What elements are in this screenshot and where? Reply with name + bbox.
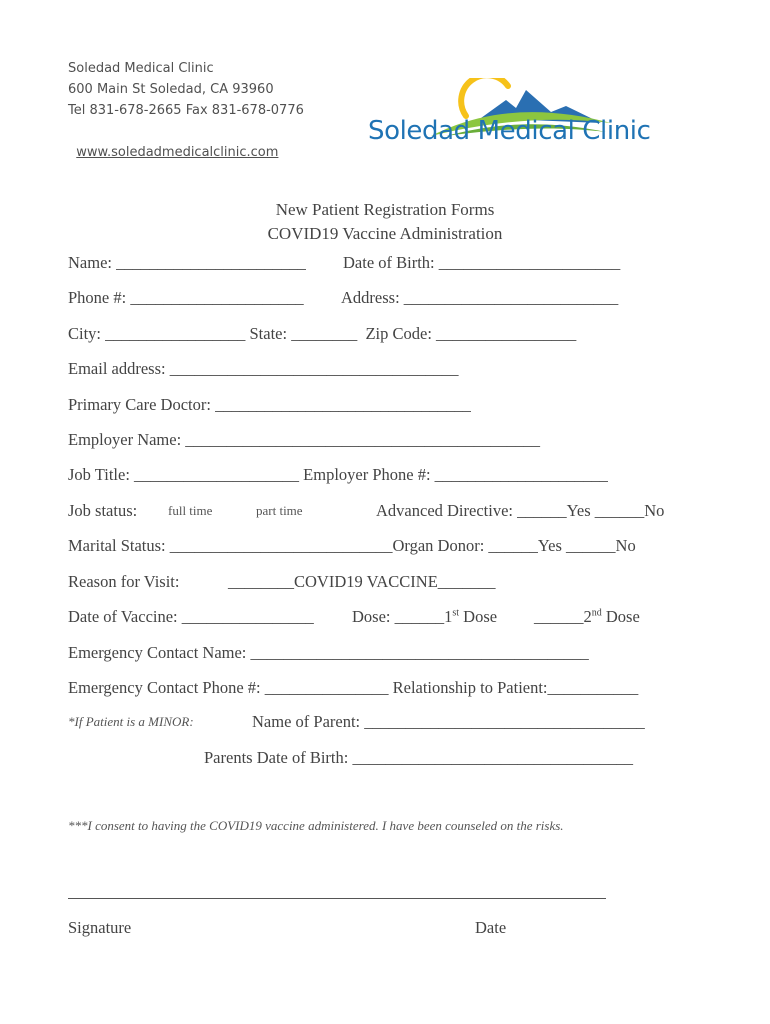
minor-note: *If Patient is a MINOR: [68,714,194,729]
dose-2-suffix: Dose [601,607,640,626]
city-state-zip-field[interactable]: City: _________________ State: ________ Zip Code: _________________ [68,324,577,343]
signature-label: Signature [68,918,132,937]
dose-1-text: Dose: ______1 [352,607,453,626]
job-status-label: Job status: [68,501,138,520]
clinic-website-wrap [68,121,278,163]
form-subtitle: COVID19 Vaccine Administration [267,224,503,243]
clinic-address: 600 Main St Soledad, CA 93960 [68,82,274,97]
parent-name-field[interactable]: Name of Parent: __________________________________ [252,712,645,731]
consent-statement: ***I consent to having the COVID19 vaccine administered. I have been counseled on the risks. [68,818,564,833]
dose-1-field[interactable] [352,607,497,627]
date-label: Date [475,918,507,937]
clinic-phone-fax: Tel 831-678-2665 Fax 831-678-0776 [68,103,304,118]
dose-1-sup: st [452,607,460,619]
parent-dob-field[interactable]: Parents Date of Birth: __________________________________ [204,748,633,767]
dose-2-sup: nd [591,607,602,619]
pcp-field[interactable]: Primary Care Doctor: _______________________________ [68,395,471,414]
emergency-phone-field[interactable]: Emergency Contact Phone #: _______________ Relationship to Patient:___________ [68,678,639,697]
name-field[interactable]: Name: _______________________ [68,253,306,272]
signature-line[interactable] [68,898,606,899]
reason-label: Reason for Visit: [68,572,180,591]
clinic-name: Soledad Medical Clinic [68,61,214,76]
dob-field[interactable]: Date of Birth: ______________________ [343,253,621,272]
reason-value[interactable]: ________COVID19 VACCINE_______ [228,572,496,591]
form-title: New Patient Registration Forms [275,200,495,219]
logo-text: Soledad Medical Clinic [368,116,651,146]
dose-2-text: ______2 [534,607,592,626]
marital-organ-donor-field[interactable]: Marital Status: ___________________________Organ Donor: ______Yes ______No [68,536,636,555]
dose-2-field[interactable] [534,607,640,627]
phone-field[interactable]: Phone #: _____________________ [68,288,304,307]
clinic-website-link[interactable]: www.soledadmedicalclinic.com [76,145,279,160]
vaccine-date-field[interactable]: Date of Vaccine: ________________ [68,607,314,626]
employer-field[interactable]: Employer Name: ___________________________________________ [68,430,541,449]
job-title-field[interactable]: Job Title: ____________________ Employer Phone #: _____________________ [68,465,608,484]
job-status-full-time[interactable]: full time [168,503,213,518]
advanced-directive-field[interactable]: Advanced Directive: ______Yes ______No [376,501,665,520]
address-field[interactable]: Address: __________________________ [341,288,619,307]
emergency-name-field[interactable]: Emergency Contact Name: _________________________________________ [68,643,589,662]
job-status-part-time[interactable]: part time [256,503,303,518]
dose-1-suffix: Dose [459,607,498,626]
email-field[interactable]: Email address: ___________________________________ [68,359,459,378]
clinic-logo [368,60,668,155]
